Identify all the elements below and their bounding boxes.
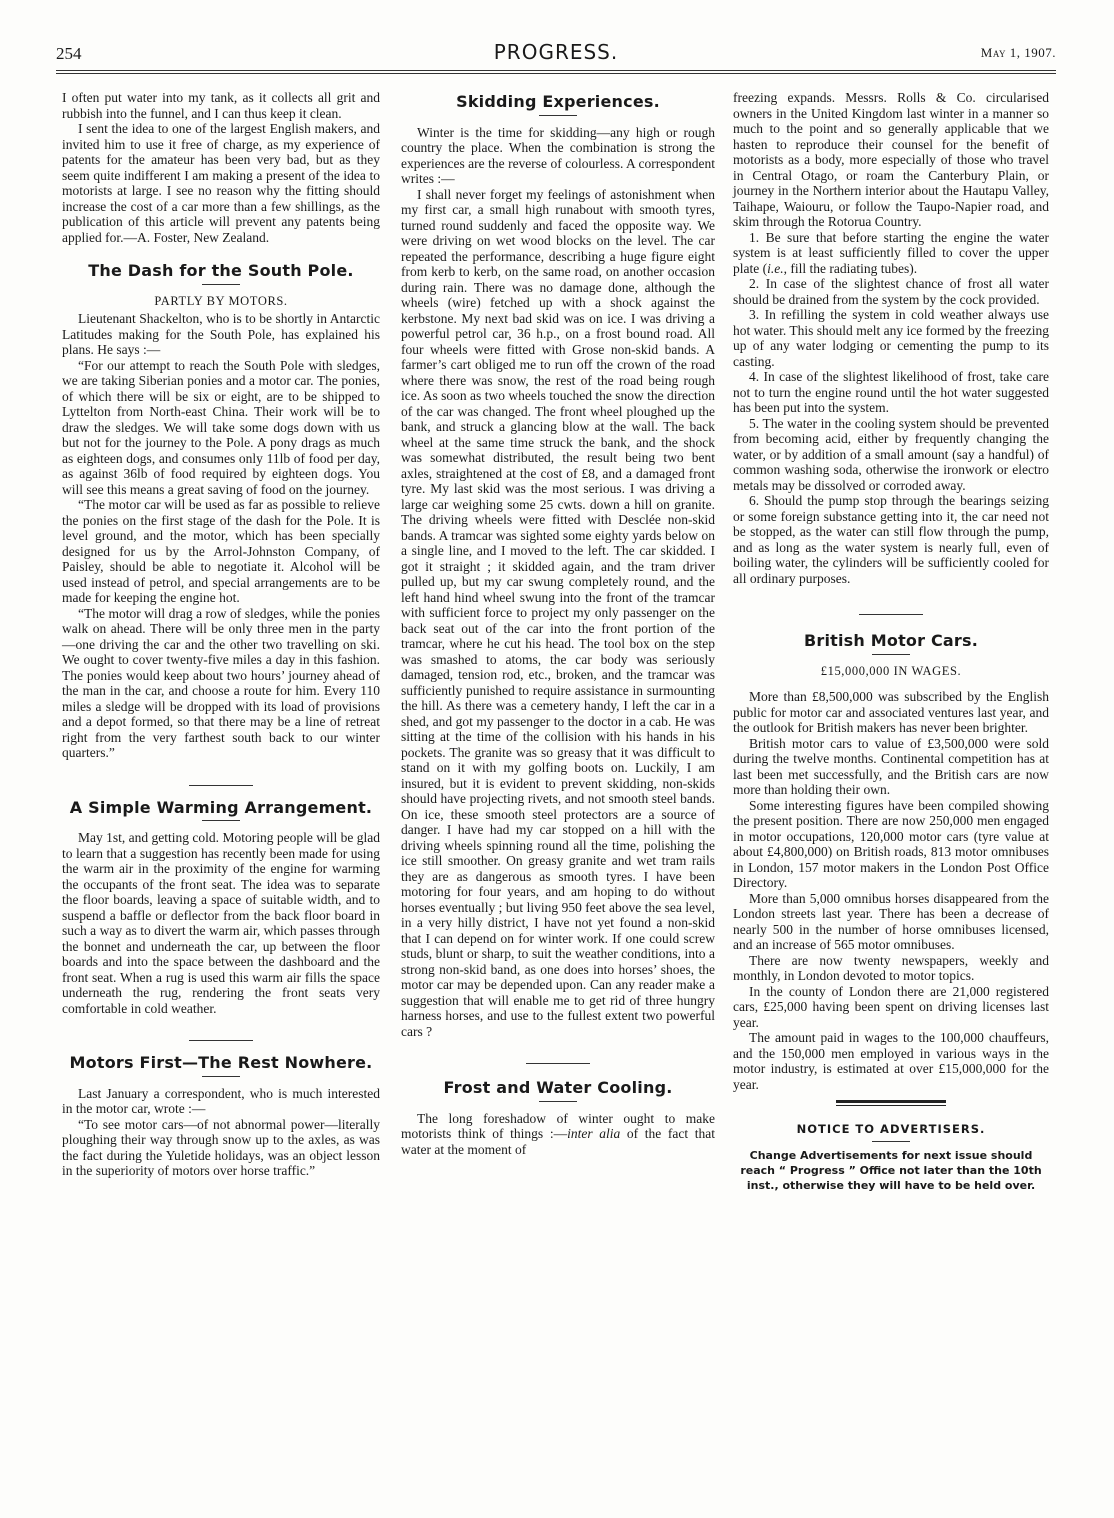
section-divider <box>859 614 923 615</box>
title-rule <box>202 284 240 285</box>
south-pole-paragraph: Lieutenant Shackelton, who is to be shortly in Antarctic Latitudes making for the South Pole, has explained his plans. He says :— <box>62 311 380 357</box>
warming-paragraph: May 1st, and getting cold. Motoring people will be glad to learn that a suggestion has recently been made for using the warm air in the proximity of the engine for warming the occupants of the front seat. The idea was to separate the floor boards, leaving a space of suitable width, and to suspend a baffle or deflector from the back floor board in such a way as to divert the warm air, which passes through the bonnet and underneath the car, up between the floor boards and into the space between the dashboard and the front seat. When a rug is used this warm air fills the space underneath the rug, rendering the front seats very comfortable in cold weather. <box>62 830 380 1016</box>
south-pole-paragraph: “The motor will drag a row of sledges, while the ponies walk on ahead. There will be only three men in the party—one driving the car and the other two travelling on ski. We ought to cover twenty-five miles a day in this fashion. The ponies would keep about two hours’ journey ahead of the man in the car, and choose a route for him. Every 110 miles a sledge will be dropped with its load of provisions and a depot formed, so that there may be a line of retreat right from the very farthest south back to our winter quarters.” <box>62 605 380 760</box>
intro-paragraph-2: I sent the idea to one of the largest English makers, and invited him to use it free of charge, as my experience of patents for the amateur has been very bad, but as they seem quite indifferent I am making a present of the idea to motorists at large. I see no reason why the fitting should increase the cost of a car more than a few shillings, as the publication of this article will prevent any patents being applied for.—A. Foster, New Zealand. <box>62 121 380 245</box>
header-rule-top <box>56 70 1056 71</box>
frost-rule-6: 6. Should the pump stop through the bearings seizing or some foreign substance getting into it, the car need not be stopped, as the water can still flow through the pump, and as long as the water system is nearly full, even of boiling water, the cylinders will be sufficiently cooled for all ordinary purposes. <box>733 493 1049 586</box>
page-header <box>56 40 1056 70</box>
british-paragraph: More than 5,000 omnibus horses disappeared from the London streets last year. There has been a decrease of nearly 500 in the number of horse omnibuses licensed, and an increase of 565 motor omnibuses. <box>733 890 1049 952</box>
section-divider <box>189 785 253 786</box>
section-divider <box>526 1063 590 1064</box>
skidding-paragraph: Winter is the time for skidding—any high or rough country the place. When the combination is strong the experiences are the reverse of colourless. A correspondent writes :— <box>401 124 715 186</box>
frost-text: of the fact that water at the moment of <box>401 1126 715 1157</box>
notice-double-rule <box>836 1100 946 1106</box>
skidding-title: Skidding Experiences. <box>456 92 660 111</box>
column-3 <box>733 90 1049 1193</box>
title-rule <box>539 1101 577 1102</box>
frost-paragraph <box>401 1111 715 1158</box>
motors-first-paragraph: Last January a correspondent, who is much interested in the motor car, wrote :— <box>62 1085 380 1116</box>
south-pole-title: The Dash for the South Pole. <box>88 261 354 280</box>
british-paragraph: In the county of London there are 21,000 registered cars, £25,000 having been spent on driving licenses last year. <box>733 983 1049 1030</box>
frost-rule-5: 5. The water in the cooling system should be prevented from becoming acid, either by frequently changing the water, or by addition of a small amount (say a handful) of common washing soda, otherwise the ironwork or electro metals may be dissolved or corroded away. <box>733 415 1049 493</box>
british-subtitle: £15,000,000 IN WAGES. <box>820 663 962 678</box>
frost-rule-1 <box>733 230 1049 277</box>
british-paragraph: There are now twenty newspapers, weekly and monthly, in London devoted to motor topics. <box>733 952 1049 983</box>
title-rule <box>202 820 240 821</box>
warming-title: A Simple Warming Arrangement. <box>69 797 373 817</box>
section-divider <box>189 1040 253 1041</box>
british-paragraph: The amount paid in wages to the 100,000 chauffeurs, and the 150,000 men employed in various ways in the motor industry, is estimated at over £15,000,000 for the year. <box>733 1030 1049 1092</box>
notice-text: Change Advertisements for next issue should reach “ Progress ” Office not later than the 10th inst., otherwise they will have to be held over. <box>740 1148 1042 1192</box>
rule-emphasis: i.e. <box>767 260 784 276</box>
page-number: 254 <box>56 44 82 63</box>
frost-title: Frost and Water Cooling. <box>443 1078 673 1097</box>
frost-rule-3: 3. In refilling the system in cold weather always use hot water. This should melt any ice formed by the freezing up of any water lodging or cementing the pump to its casting. <box>733 307 1049 369</box>
title-rule <box>872 1141 910 1142</box>
notice-title: NOTICE TO ADVERTISERS. <box>796 1122 986 1136</box>
title-rule <box>539 115 577 116</box>
frost-continued: freezing expands. Messrs. Rolls & Co. circularised owners in the United Kingdom last winter in a manner so much to the point and so generally applicable that we hasten to reproduce their counsel for the benefit of motorists as a body, more especially of those who travel in Central Otago, or roam the Canterbury Plain, or journey in the Northern interior about the Hautapu Valley, Taihape, Waiouru, or follow the Taupo-Napier road, and skim through the Rotorua Country. <box>733 90 1049 229</box>
rule-text: 1. Be sure that before starting the engine the water system is at least sufficiently filled to cover the upper plate ( <box>733 229 1049 276</box>
title-rule <box>202 1076 240 1077</box>
british-paragraph: British motor cars to value of £3,500,000 were sold during the twelve months. Continental competition has at last been met successfully, and the British cars are now more than holding their own. <box>733 735 1049 797</box>
motors-first-paragraph: “To see motor cars—of not abnormal power—literally ploughing their way through snow up to the axles, as was the fact during the Yuletide holidays, was an object lesson in the superiority of motors over horse traffic.” <box>62 1116 380 1178</box>
column-2 <box>401 90 715 1157</box>
column-1 <box>62 90 380 1179</box>
frost-rule-4: 4. In case of the slightest likelihood of frost, take care not to turn the engine round until the hot water suggested has been put into the system. <box>733 369 1049 415</box>
rule-text: , fill the radiating tubes). <box>783 260 918 276</box>
title-rule <box>872 654 910 655</box>
frost-text: The long foreshadow of winter ought to make motorists think of things :— <box>401 1110 715 1141</box>
south-pole-paragraph: “For our attempt to reach the South Pole with sledges, we are taking Siberian ponies and a motor car. The ponies, of which there will be six or eight, are to be shipped to Lyttelton from North-east China. Their work will be to draw the sledges. We will take some dogs down with us but not for the journey to the Pole. A pony drags as much as eighteen dogs, and consumes only 11lb of food per day, as against 36lb of food required by eighteen dogs. You will see this means a great saving of food on the journey. <box>62 357 380 497</box>
frost-rule-2: 2. In case of the slightest chance of frost all water should be drained from the system by the cock provided. <box>733 276 1049 307</box>
british-paragraph: More than £8,500,000 was subscribed by the English public for motor car and associated ventures last year, and the outlook for British makers has never been brighter. <box>733 689 1049 735</box>
header-rule-bottom <box>56 73 1056 74</box>
intro-paragraph-1: I often put water into my tank, as it collects all grit and rubbish into the funnel, and I can thus keep it clean. <box>62 90 380 121</box>
south-pole-subtitle: PARTLY BY MOTORS. <box>154 293 288 308</box>
south-pole-paragraph: “The motor car will be used as far as possible to relieve the ponies on the first stage of the dash for the Pole. It is level ground, and the motor, which has been specially designed for us by the Arrol-Johnston Company, of Paisley, should be able to negotiate it. Alcohol will be used instead of petrol, and special arrangements are to be made for keeping the engine hot. <box>62 497 380 605</box>
british-title: British Motor Cars. <box>803 631 979 650</box>
issue-date: May 1, 1907. <box>980 45 1056 60</box>
skidding-paragraph: I shall never forget my feelings of astonishment when my first car, a small high runabout with smooth tyres, turned round suddenly and faced the opposite way. We were driving on wet wood blocks on the level. The car repeated the performance, describing a huge figure eight from kerb to kerb, on the same road, on another occasion during rain. There was no damage done, although the wheels (wire) fetched up with a shock against the kerbstone. My next bad skid was on ice. I was driving a powerful petrol car, 36 h.p., on a frost bound road. All four wheels were fitted with Grose non-skid bands. A farmer’s cart obliged me to run off the crown of the road where there was snow, the rest of the road being rough ice. As soon as two wheels touched the snow the direction of the car was changed. The front wheel ploughed up the bank, and struck a glancing blow at the wall. The back wheel at the same time struck the bank, and the shock was somewhat distributed, the result being two bent axles, straightened at the cost of £8, and a damaged front tyre. My last skid was the most serious. I was driving a large car weighing some 25 cwts. down a hill on granite. The driving wheels were fitted with Desclée non-skid bands. A tramcar was sighted some eighty yards below on a single line, and I moved to the left. The car skidded. I got it straight ; it skidded again, and the tram driver pulled up, but my car swung completely round, and the left hand hind wheel swung into the front of the tramcar with sufficient force to project my only passenger on the back seat out of the car into the front portion of the tramcar, where he cut his head. The tool box on the step was smashed to atoms, the car body was seriously damaged, tension rod, etc., broken, and the tramcar was sufficiently punished to require assistance in surmounting the hill. As there was a cemetery handy, I left the car in a shed, and got my passenger to the doctor in a cab. He was sitting at the time of the collision with his hands in his pockets. The granite was so greasy that it was difficult to stand on it with my golfing boots on. Luckily, I am insured, but it is evident to prevent skidding, non-skids should have projecting rivets, and not smooth steel bands. On ice, these smooth steel protectors are a source of danger. I have had my car stopped on a hill with the driving wheels spinning round all the time, polishing the ice still smoother. On greasy granite and wet tram rails they are as dangerous as smooth tyres. I have been motoring for four years, and am hoping to do without horses eventually ; but living 950 feet above the sea level, in a very hilly district, I have not yet found a non-skid that I can depend on for winter work. If one could screw studs, blunt or sharp, to suit the weather conditions, into a strong non-skid band, as one does into horses’ shoes, the motor car may be depended upon. Can any reader make a suggestion that will enable me to get rid of three hungry harness horses, and use to the fullest extent two powerful cars ? <box>401 186 715 1039</box>
running-title: PROGRESS. <box>493 40 619 64</box>
british-paragraph: Some interesting figures have been compiled showing the present position. There are now 250,000 men engaged in motor occupations, 120,000 motor cars (tyre value at about £4,800,000) on British roads, 813 motor omnibuses in London, 157 motor makers in the London Post Office Directory. <box>733 797 1049 890</box>
frost-emphasis: inter alia <box>567 1126 621 1141</box>
motors-first-title: Motors First—The Rest Nowhere. <box>69 1053 373 1072</box>
